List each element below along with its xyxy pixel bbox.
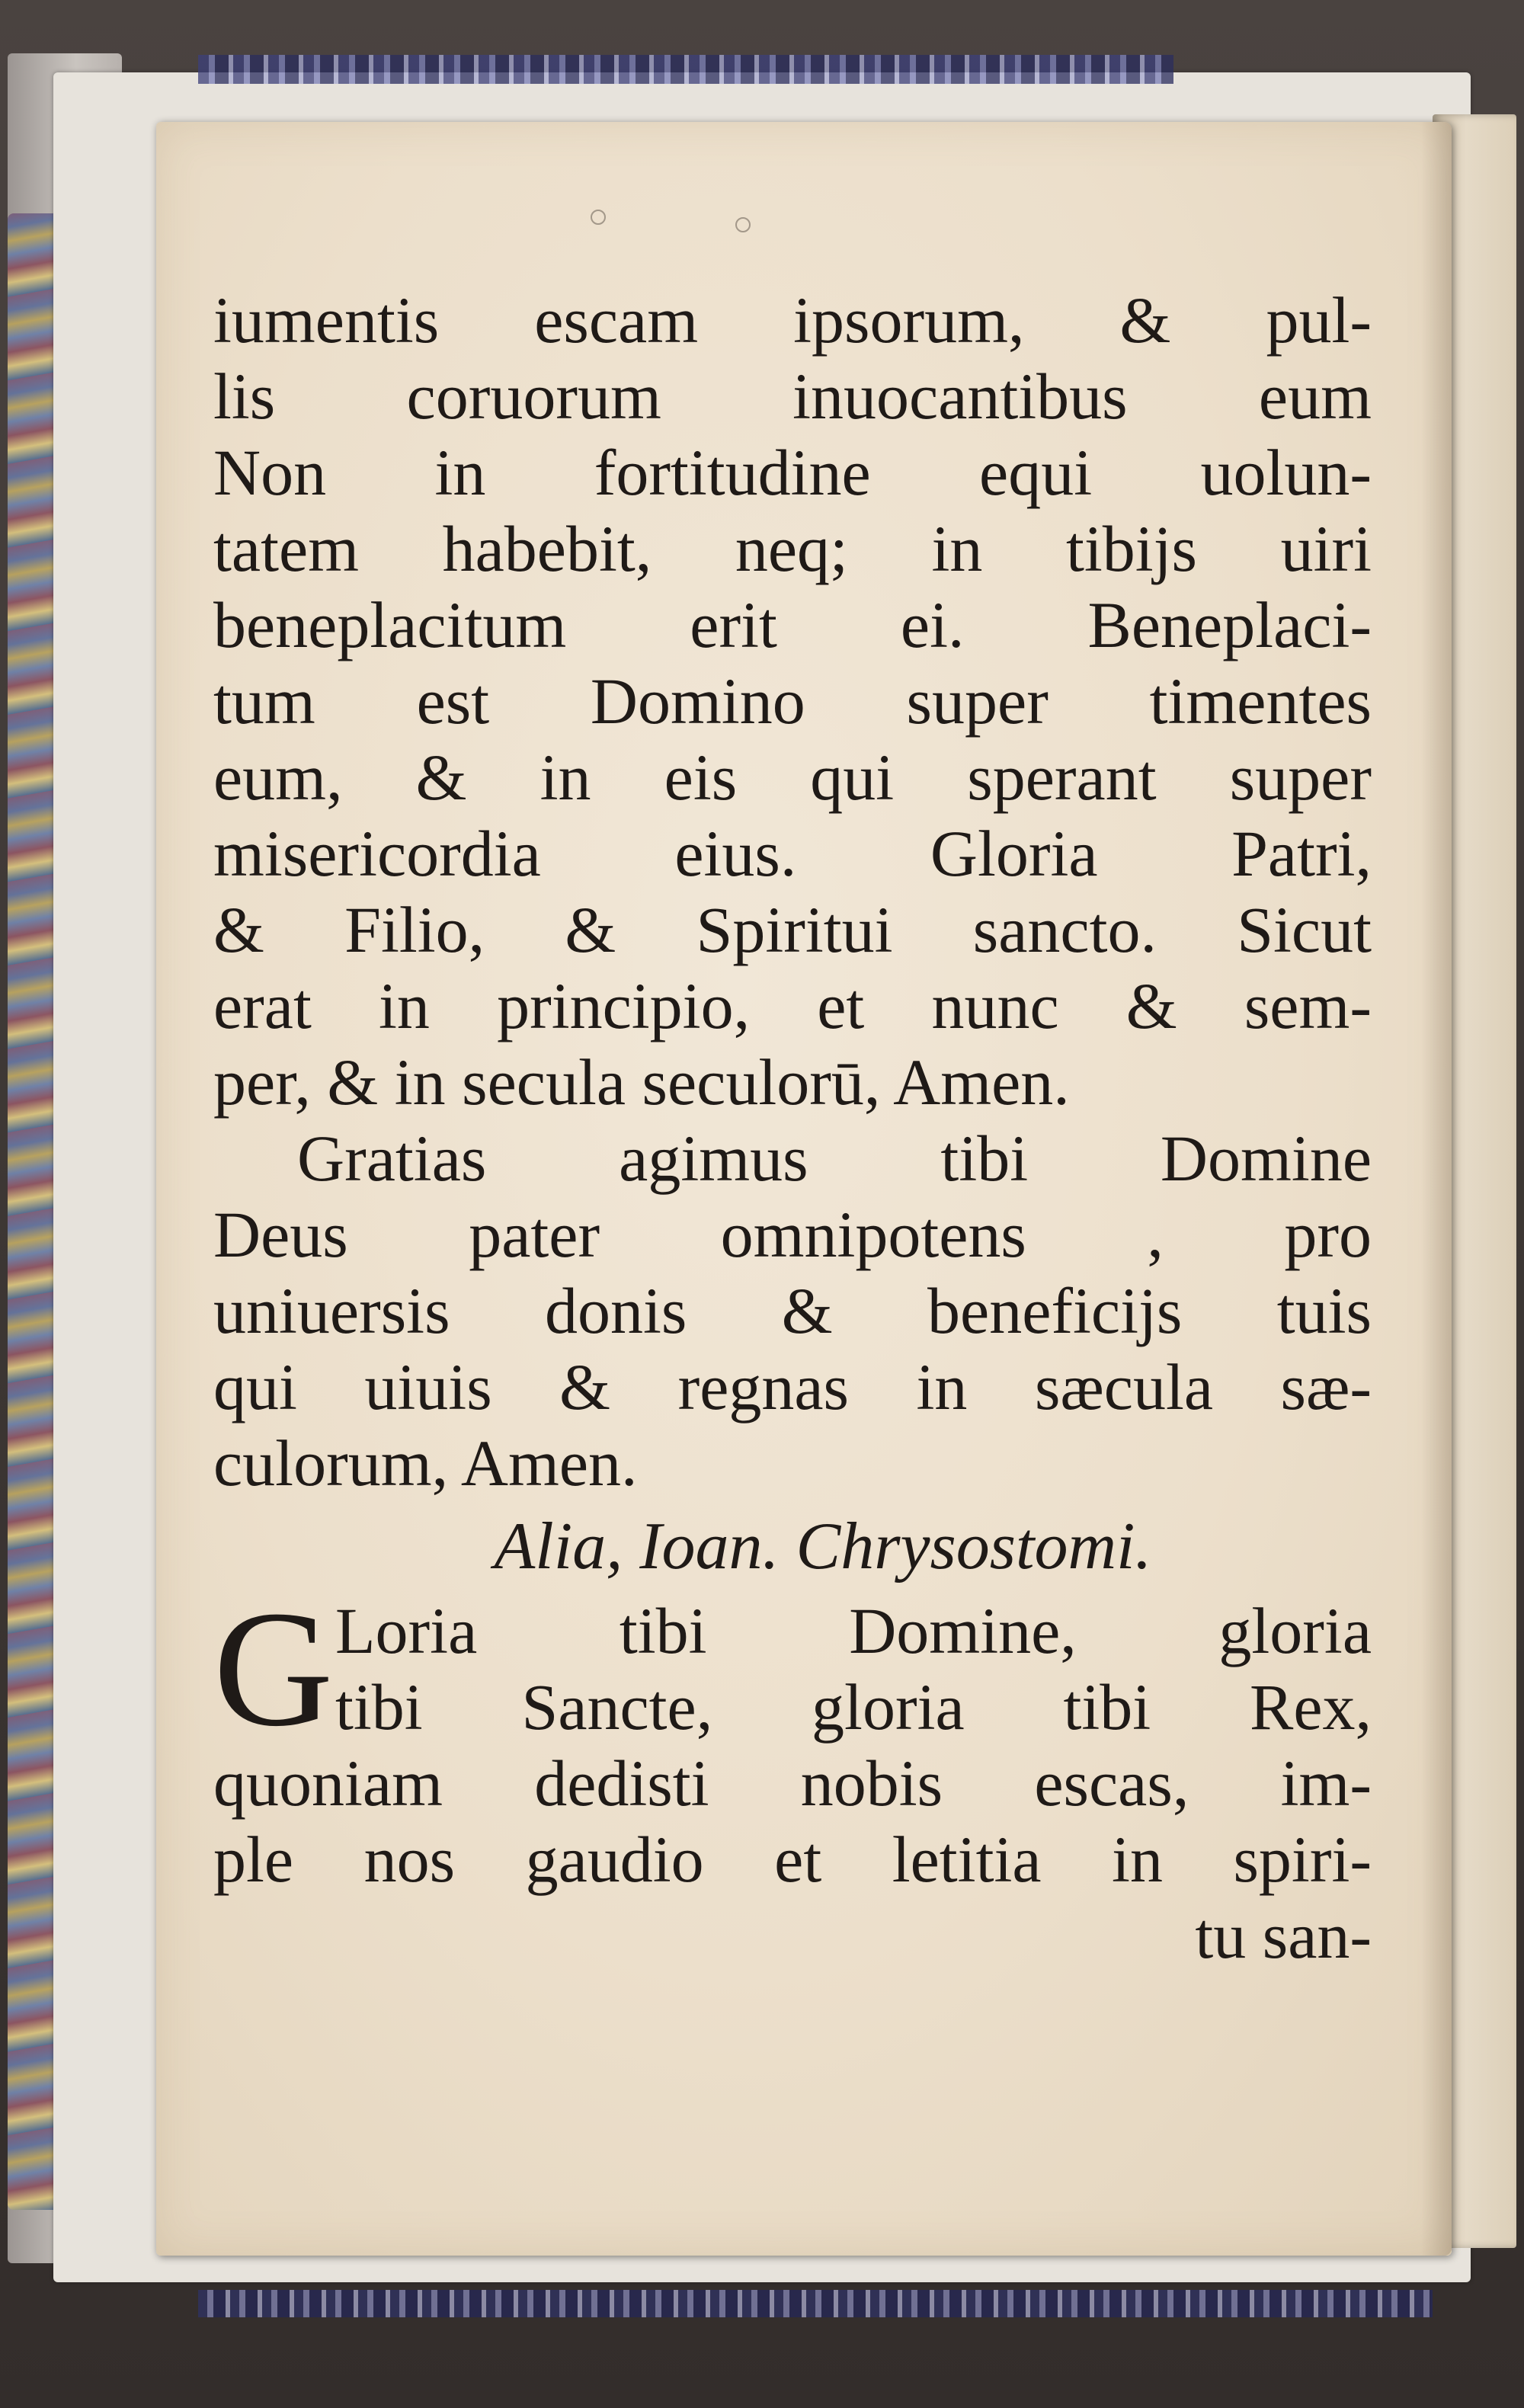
catchword: tu san- (1195, 1899, 1372, 1972)
text-line: eum, & in eis qui sperant super (213, 741, 1372, 814)
text-line: Loria tibi Domine, gloria (335, 1594, 1372, 1667)
text-line: tatem habebit, neq; in tibijs uiri (213, 512, 1372, 585)
gutter-shadow (1421, 122, 1452, 2256)
text-line: qui uiuis & regnas in sæcula sæ- (213, 1350, 1372, 1423)
binding-thread-top (198, 55, 1173, 84)
text-line: lis coruorum inuocantibus eum (213, 360, 1372, 433)
paper-speck (735, 217, 751, 232)
text-line: tum est Domino super timentes (213, 664, 1372, 738)
text-line: per, & in secula seculorū, Amen. (213, 1045, 1070, 1119)
text-line: Gratias agimus tibi Domine (297, 1122, 1372, 1195)
text-line: & Filio, & Spiritui sancto. Sicut (213, 893, 1372, 966)
page-text (213, 282, 1372, 1974)
text-line: tibi Sancte, gloria tibi Rex, (335, 1670, 1372, 1744)
text-line: Deus pater omnipotens , pro (213, 1198, 1372, 1271)
text-line: culorum, Amen. (213, 1427, 638, 1500)
drop-cap-initial: G (213, 1577, 334, 1761)
text-line: misericordia eius. Gloria Patri, (213, 817, 1372, 890)
text-line: iumentis escam ipsorum, & pul- (213, 283, 1372, 357)
section-heading: Alia, Ioan. Chrysostomi. (494, 1510, 1152, 1583)
binding-thread-bottom (198, 2290, 1433, 2317)
text-line: ple nos gaudio et letitia in spiri- (213, 1823, 1372, 1896)
text-line: uniuersis donis & beneficijs tuis (213, 1274, 1372, 1347)
paper-speck (591, 210, 606, 225)
text-line: Non in fortitudine equi uolun- (213, 436, 1372, 509)
text-line: quoniam dedisti nobis escas, im- (213, 1747, 1372, 1820)
text-line: beneplacitum erit ei. Beneplaci- (213, 588, 1372, 661)
prayer-paragraph (213, 1577, 1372, 1974)
text-line: erat in principio, et nunc & sem- (213, 969, 1372, 1042)
